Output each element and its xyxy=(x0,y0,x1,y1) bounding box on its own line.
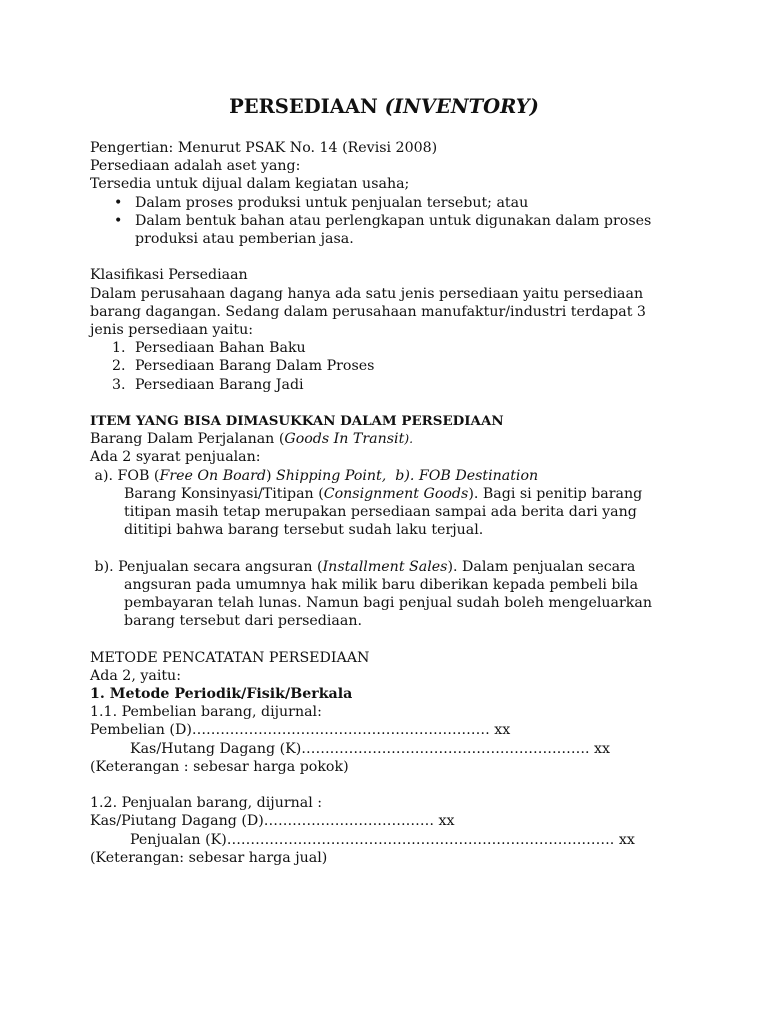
numbered-item xyxy=(90,357,730,375)
text-run: a). FOB ( xyxy=(90,467,160,484)
section-heading: ITEM YANG BISA DIMASUKKAN DALAM PERSEDIAAN xyxy=(90,413,504,430)
journal-debit-line: Pembelian (D)……………………………………………………… xx xyxy=(90,722,511,739)
numbered-item xyxy=(90,376,730,394)
subsection-heading: 1. Metode Periodik/Fisik/Berkala xyxy=(90,686,353,703)
text-run: ) xyxy=(265,467,277,484)
journal-debit-line: Kas/Piutang Dagang (D)……………………………… xx xyxy=(90,813,455,830)
item-number: 2. xyxy=(112,358,126,375)
italic-term: Shipping Point, b). FOB Destination xyxy=(276,467,539,484)
numbered-item xyxy=(90,339,730,357)
item-number: 3. xyxy=(112,376,126,393)
section-heading: Klasifikasi Persediaan xyxy=(90,267,248,284)
item-number: 1. xyxy=(112,340,126,357)
definition-line: Persediaan adalah aset yang: xyxy=(90,158,301,175)
paragraph-line: pembayaran telah lunas. Namun bagi penjual sudah boleh mengeluarkan xyxy=(124,595,652,612)
bullet-icon: • xyxy=(114,212,123,229)
paragraph-line xyxy=(90,430,730,448)
paragraph-line: jenis persediaan yaitu: xyxy=(90,322,254,339)
definition-line: Pengertian: Menurut PSAK No. 14 (Revisi 2008) xyxy=(90,140,438,156)
bullet-item xyxy=(90,194,730,212)
italic-term: Goods In Transit xyxy=(284,431,405,448)
paragraph-line: 1.2. Penjualan barang, dijurnal : xyxy=(90,795,323,812)
paragraph-line: Ada 2, yaitu: xyxy=(90,667,181,684)
item-text: Persediaan Barang Jadi xyxy=(135,376,304,393)
paragraph-line: titipan masih tetap merupakan persediaan sampai ada berita dari yang xyxy=(124,504,637,521)
paragraph-line: 1.1. Pembelian barang, dijurnal: xyxy=(90,704,322,721)
text-run: Barang Dalam Perjalanan ( xyxy=(90,431,285,448)
journal-credit-line: Penjualan (K)………………………………………………………………………. xx xyxy=(130,831,635,848)
paragraph-line: Ada 2 syarat penjualan: xyxy=(90,449,261,466)
paragraph-line xyxy=(90,485,730,503)
definition-line: Tersedia untuk dijual dalam kegiatan usaha; xyxy=(90,176,410,193)
paragraph-line: Dalam perusahaan dagang hanya ada satu jenis persediaan yaitu persediaan xyxy=(90,285,644,302)
bullet-icon: • xyxy=(114,194,123,211)
journal-note: (Keterangan: sebesar harga jual) xyxy=(90,849,328,866)
title-italic: (INVENTORY) xyxy=(384,95,539,118)
paragraph-line: barang tersebut dari persediaan. xyxy=(124,613,362,630)
text-run: Barang Konsinyasi/Titipan ( xyxy=(124,485,324,502)
paragraph-line xyxy=(90,467,730,485)
text-run: ). Dalam penjualan secara xyxy=(447,558,636,575)
bullet-continuation: produksi atau pemberian jasa. xyxy=(135,231,354,248)
page-title xyxy=(0,94,768,120)
text-run: ). xyxy=(404,431,414,447)
paragraph-line: dititipi bahwa barang tersebut sudah laku terjual. xyxy=(124,522,484,539)
section-heading: METODE PENCATATAN PERSEDIAAN xyxy=(90,649,370,666)
paragraph-line xyxy=(90,558,730,576)
journal-note: (Keterangan : sebesar harga pokok) xyxy=(90,758,349,775)
text-run: ). Bagi si penitip barang xyxy=(468,485,643,502)
italic-term: Consignment Goods xyxy=(323,485,469,502)
document-body xyxy=(90,139,730,867)
title-main: PERSEDIAAN xyxy=(229,95,385,118)
italic-term: Free On Board xyxy=(159,467,266,484)
text-run: b). Penjualan secara angsuran ( xyxy=(90,558,323,575)
italic-term: Installment Sales xyxy=(322,558,448,575)
bullet-item xyxy=(90,212,730,230)
journal-credit-line: Kas/Hutang Dagang (K)……………………………………………………. xx xyxy=(130,740,611,757)
paragraph-line: angsuran pada umumnya hak milik baru diberikan kepada pembeli bila xyxy=(124,576,639,593)
paragraph-line: barang dagangan. Sedang dalam perusahaan manufaktur/industri terdapat 3 xyxy=(90,303,646,320)
bullet-text: Dalam proses produksi untuk penjualan tersebut; atau xyxy=(135,194,529,211)
item-text: Persediaan Bahan Baku xyxy=(135,340,306,357)
bullet-text: Dalam bentuk bahan atau perlengkapan untuk digunakan dalam proses xyxy=(135,212,652,229)
item-text: Persediaan Barang Dalam Proses xyxy=(135,358,375,375)
